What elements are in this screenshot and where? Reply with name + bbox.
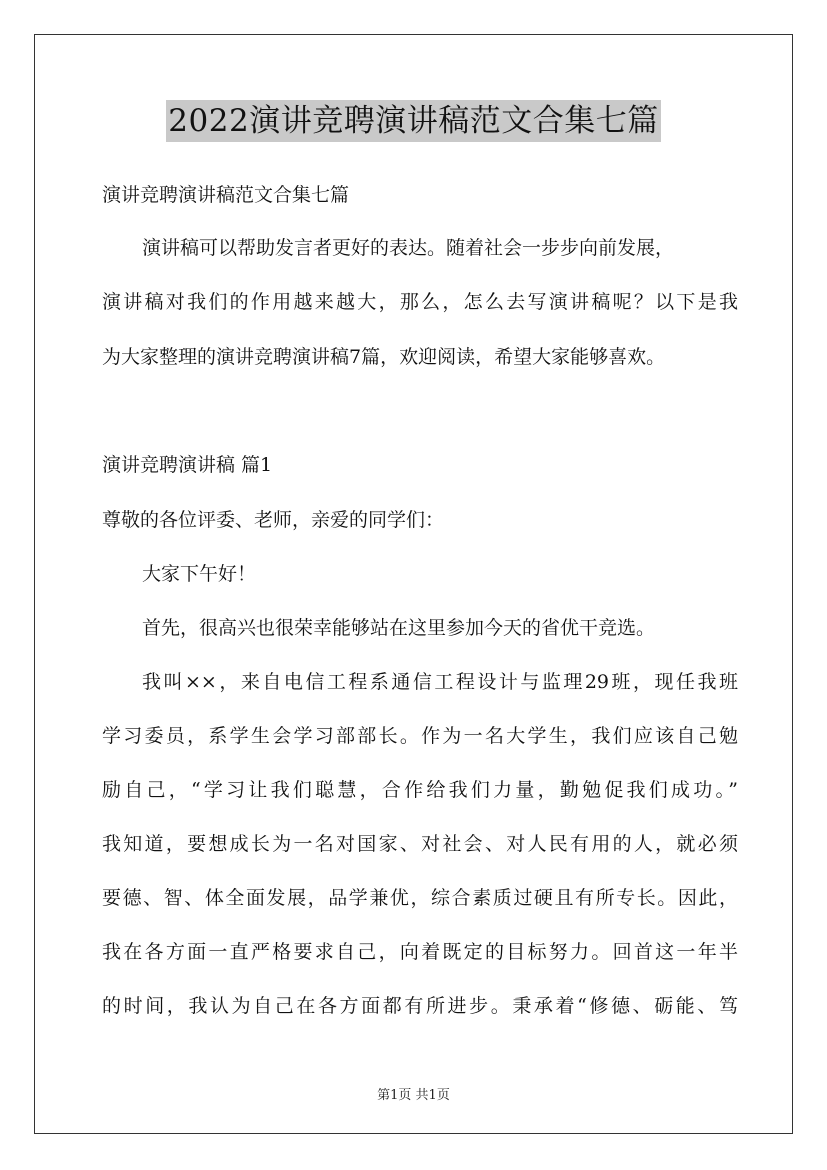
intro-line: 演讲稿对我们的作用越来越大，那么，怎么去写演讲稿呢？以下是我 xyxy=(102,291,738,313)
intro-line: 为大家整理的演讲竞聘演讲稿7篇，欢迎阅读，希望大家能够喜欢。 xyxy=(102,346,666,368)
paragraph-line: 要德、智、体全面发展，品学兼优，综合素质过硬且有所专长。因此， xyxy=(102,887,738,909)
paragraph-line: 励自己，“学习让我们聪慧，合作给我们力量，勤勉促我们成功。” xyxy=(102,779,738,801)
page-footer: 第1页 共1页 xyxy=(377,1088,450,1103)
paragraph-line: 我在各方面一直严格要求自己，向着既定的目标努力。回首这一年半 xyxy=(102,941,738,963)
section-heading: 演讲竞聘演讲稿 篇1 xyxy=(102,454,273,476)
intro-line: 演讲稿可以帮助发言者更好的表达。随着社会一步步向前发展， xyxy=(142,237,675,259)
document-title: 2022演讲竞聘演讲稿范文合集七篇 xyxy=(166,100,660,142)
salutation: 尊敬的各位评委、老师，亲爱的同学们： xyxy=(102,509,445,531)
document-subtitle: 演讲竞聘演讲稿范文合集七篇 xyxy=(102,184,350,206)
paragraph-line: 我叫××，来自电信工程系通信工程设计与监理29班，现任我班 xyxy=(142,671,738,693)
title-container xyxy=(0,100,827,142)
paragraph-line: 学习委员，系学生会学习部部长。作为一名大学生，我们应该自己勉 xyxy=(102,725,738,747)
greeting: 大家下午好！ xyxy=(142,563,257,585)
paragraph-line: 首先，很高兴也很荣幸能够站在这里参加今天的省优干竞选。 xyxy=(142,617,656,639)
paragraph-line: 的时间，我认为自己在各方面都有所进步。秉承着“修德、砺能、笃 xyxy=(102,995,738,1017)
paragraph-line: 我知道，要想成长为一名对国家、对社会、对人民有用的人，就必须 xyxy=(102,833,738,855)
